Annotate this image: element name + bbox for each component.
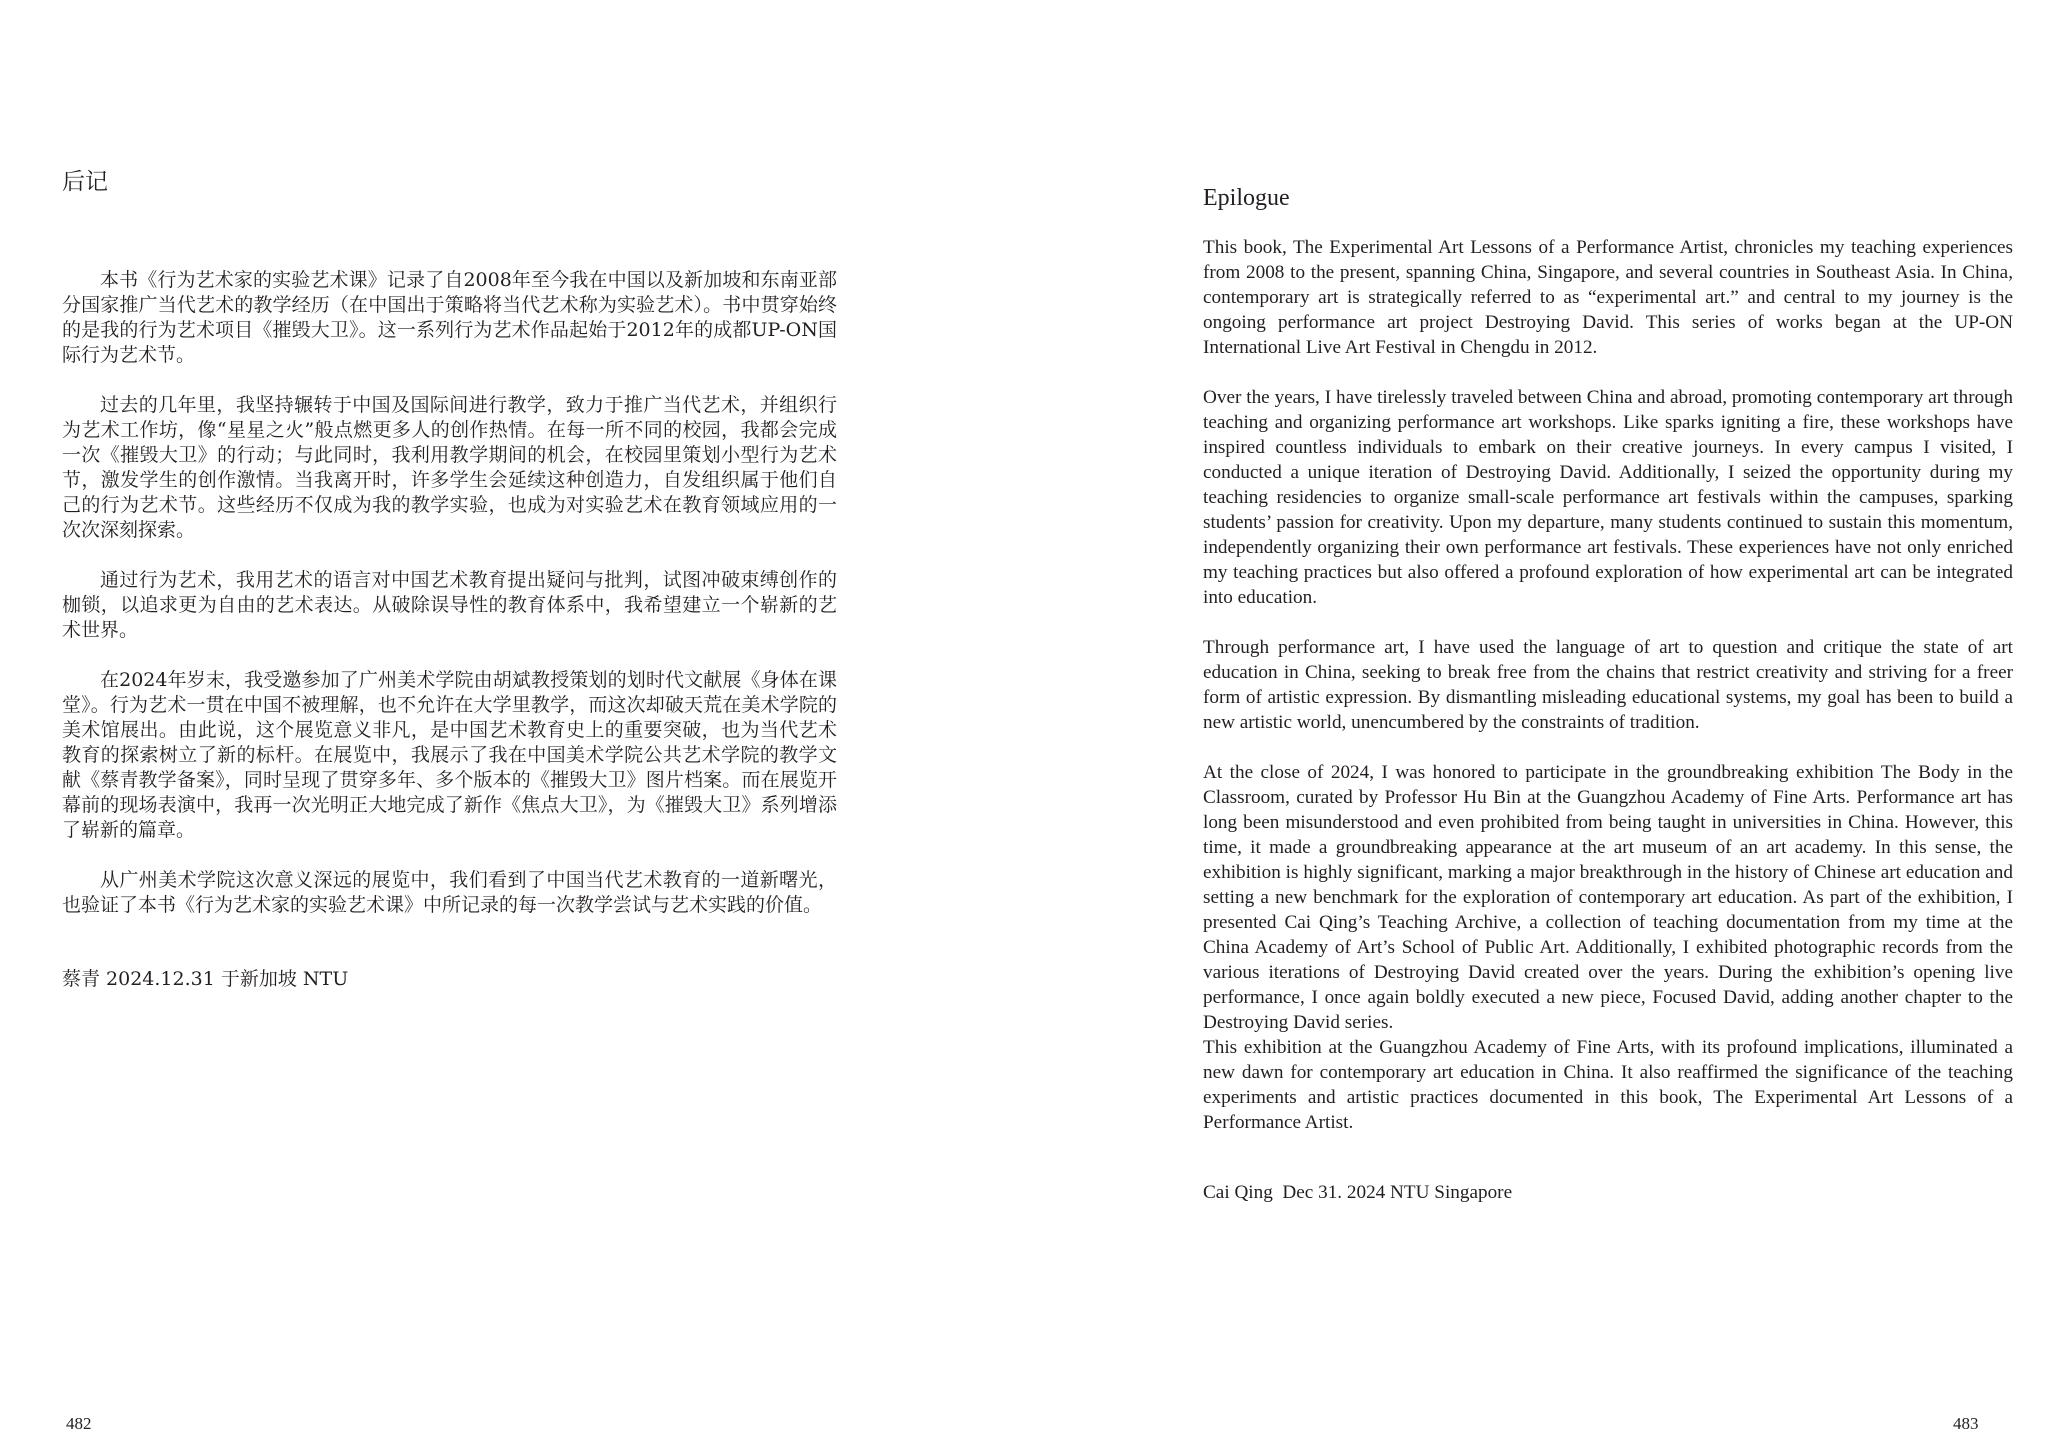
english-paragraph-1: This book, The Experimental Art Lessons of a Performance Artist, chronicles my teaching experiences from 2008 to the present, spanning China, Singapore, and several countries in Southeast Asia. In China, contemporary art is strategically referred to as “experimental art.” and central to my journey is the ongoing performance art project Destroying David. This series of works began at the UP-ON International Live Art Festival in Chengdu in 2012. [1203, 237, 2013, 358]
chinese-paragraph-3: 通过行为艺术，我用艺术的语言对中国艺术教育提出疑问与批判，试图冲破束缚创作的枷锁，以追求更为自由的艺术表达。从破除误导性的教育体系中，我希望建立一个崭新的艺术世界。 [62, 569, 837, 641]
english-paragraph-3: Through performance art, I have used the language of art to question and critique the state of art education in China, seeking to break free from the chains that restrict creativity and striving for a freer form of artistic expression. By dismantling misleading educational systems, my goal has been to build a new artistic world, unencumbered by the constraints of tradition. [1203, 637, 2013, 733]
chinese-paragraph-1: 本书《行为艺术家的实验艺术课》记录了自2008年至今我在中国以及新加坡和东南亚部分国家推广当代艺术的教学经历（在中国出于策略将当代艺术称为实验艺术）。书中贯穿始终的是我的行为艺术项目《摧毁大卫》。这一系列行为艺术作品起始于2012年的成都UP-ON国际行为艺术节。 [62, 269, 837, 366]
english-body-text [1203, 235, 2013, 1160]
chinese-body-text [62, 268, 837, 943]
chinese-signature: 蔡青 2024.12.31 于新加坡 NTU [62, 968, 349, 990]
english-paragraph-5: This exhibition at the Guangzhou Academy of Fine Arts, with its profound implications, illuminated a new dawn for contemporary art education in China. It also reaffirmed the significance of the teaching experiments and artistic practices documented in this book, The Experimental Art Lessons of a Performance Artist. [1203, 1037, 2013, 1133]
english-signature: Cai Qing Dec 31. 2024 NTU Singapore [1203, 1182, 1513, 1203]
chinese-paragraph-4: 在2024年岁末，我受邀参加了广州美术学院由胡斌教授策划的划时代文献展《身体在课堂》。行为艺术一贯在中国不被理解，也不允许在大学里教学，而这次却破天荒在美术学院的美术馆展出。由此说，这个展览意义非凡，是中国艺术教育史上的重要突破，也为当代艺术教育的探索树立了新的标杆。在展览中，我展示了我在中国美术学院公共艺术学院的教学文献《蔡青教学备案》，同时呈现了贯穿多年、多个版本的《摧毁大卫》图片档案。而在展览开幕前的现场表演中，我再一次光明正大地完成了新作《焦点大卫》，为《摧毁大卫》系列增添了崭新的篇章。 [62, 669, 837, 841]
english-paragraph-4: At the close of 2024, I was honored to participate in the groundbreaking exhibition The Body in the Classroom, curated by Professor Hu Bin at the Guangzhou Academy of Fine Arts. Performance art has long been misunderstood and even prohibited from being taught in universities in China. However, this time, it made a groundbreaking appearance at the art museum of an art academy. In this sense, the exhibition is highly significant, marking a major breakthrough in the history of Chinese art education and setting a new benchmark for the exploration of contemporary art education. As part of the exhibition, I presented Cai Qing’s Teaching Archive, a collection of teaching documentation from my time at the China Academy of Art’s School of Public Art. Additionally, I exhibited photographic records from the various iterations of Destroying David created over the years. During the exhibition’s opening live performance, I once again boldly executed a new piece, Focused David, adding another chapter to the Destroying David series. [1203, 762, 2013, 1033]
chinese-paragraph-2: 过去的几年里，我坚持辗转于中国及国际间进行教学，致力于推广当代艺术，并组织行为艺术工作坊，像“星星之火”般点燃更多人的创作热情。在每一所不同的校园，我都会完成一次《摧毁大卫》的行动；与此同时，我利用教学期间的机会，在校园里策划小型行为艺术节，激发学生的创作激情。当我离开时，许多学生会延续这种创造力，自发组织属于他们自己的行为艺术节。这些经历不仅成为我的教学实验，也成为对实验艺术在教育领域应用的一次次深刻探索。 [62, 394, 837, 541]
english-paragraph-2: Over the years, I have tirelessly traveled between China and abroad, promoting contemporary art through teaching and organizing performance art workshops. Like sparks igniting a fire, these workshops have inspired countless individuals to embark on their creative journeys. In every campus I visited, I conducted a unique iteration of Destroying David. Additionally, I seized the opportunity during my teaching residencies to organize small-scale performance art festivals within the campuses, sparking students’ passion for creativity. Upon my departure, many students continued to sustain this momentum, independently organizing their own performance art festivals. These experiences have not only enriched my teaching practices but also offered a profound exploration of how experimental art can be integrated into education. [1203, 387, 2013, 608]
page-title-english: Epilogue [1203, 185, 1290, 211]
page-title-chinese: 后记 [62, 169, 108, 195]
chinese-paragraph-5: 从广州美术学院这次意义深远的展览中，我们看到了中国当代艺术教育的一道新曙光，也验证了本书《行为艺术家的实验艺术课》中所记录的每一次教学尝试与艺术实践的价值。 [62, 869, 837, 916]
right-page [1024, 0, 2048, 1449]
page-number-right: 483 [1953, 1414, 1979, 1433]
page-number-left: 482 [66, 1414, 92, 1433]
